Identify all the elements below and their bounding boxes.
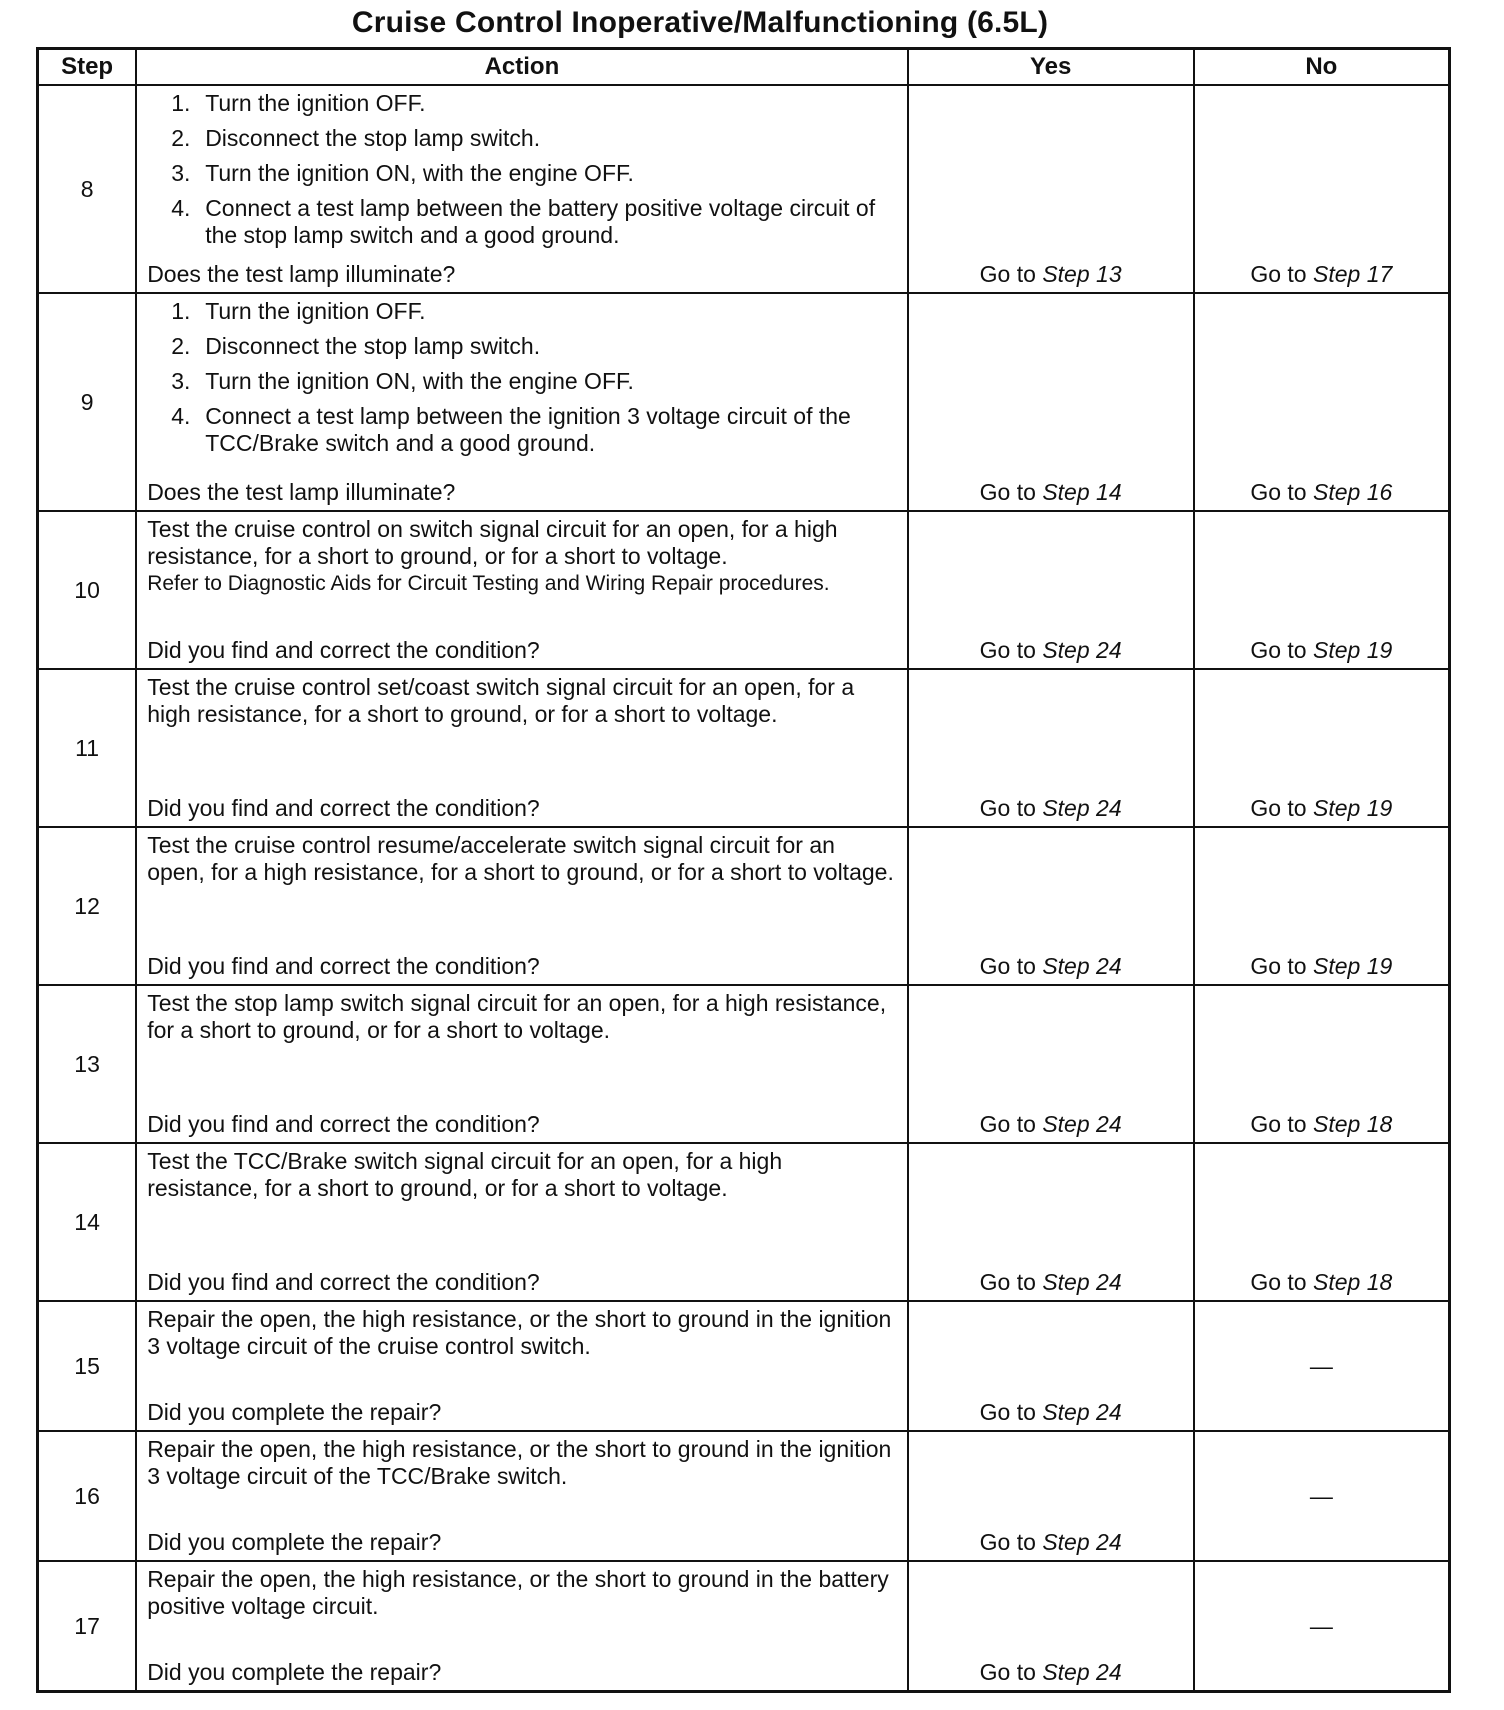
no-result: — (1194, 1301, 1450, 1431)
action-cell (136, 293, 907, 511)
step-ref: Step 13 (1042, 261, 1122, 287)
action-text: Test the stop lamp switch signal circuit for an open, for a high resistance, for a short to ground, or for a short to voltage. (147, 990, 887, 1043)
question: Did you find and correct the condition? (147, 637, 540, 663)
step-ref: Step 19 (1313, 637, 1393, 663)
go-to-label: Go to (979, 953, 1036, 979)
step-ref: Step 18 (1313, 1111, 1393, 1137)
step-number: 9 (38, 293, 137, 511)
action-cell (136, 1301, 907, 1431)
question: Does the test lamp illuminate? (147, 261, 456, 287)
table-row (38, 985, 1450, 1143)
step-number: 10 (38, 511, 137, 669)
header-step: Step (38, 49, 137, 86)
yes-result (908, 669, 1194, 827)
no-result: — (1194, 1431, 1450, 1561)
list-item: Turn the ignition ON, with the engine OFF. (205, 368, 634, 394)
go-to-label: Go to (979, 795, 1036, 821)
no-result (1194, 985, 1450, 1143)
action-text: Repair the open, the high resistance, or the short to ground in the ignition 3 voltage circuit of the cruise control switch. (147, 1306, 892, 1359)
page-title: Cruise Control Inoperative/Malfunctioning (6.5L) (351, 6, 1049, 39)
list-item: Turn the ignition OFF. (205, 90, 426, 116)
yes-result (908, 1143, 1194, 1301)
step-ref: Step 24 (1042, 953, 1122, 979)
action-note: Refer to Diagnostic Aids for Circuit Testing and Wiring Repair procedures. (147, 572, 830, 595)
go-to-label: Go to (1250, 1269, 1307, 1295)
table-row (38, 85, 1450, 293)
go-to-label: Go to (979, 637, 1036, 663)
list-item: Disconnect the stop lamp switch. (205, 125, 541, 151)
action-text: Test the TCC/Brake switch signal circuit for an open, for a high resistance, for a short to ground, or for a short to voltage. (147, 1148, 783, 1201)
step-ref: Step 24 (1042, 1111, 1122, 1137)
step-number: 14 (38, 1143, 137, 1301)
header-yes: Yes (908, 49, 1194, 86)
step-ref: Step 24 (1042, 1659, 1122, 1685)
go-to-label: Go to (1250, 479, 1307, 505)
question: Did you find and correct the condition? (147, 1111, 540, 1137)
action-cell (136, 669, 907, 827)
header-action: Action (136, 49, 907, 86)
list-item: Disconnect the stop lamp switch. (205, 333, 541, 359)
yes-result (908, 827, 1194, 985)
header-row (38, 49, 1450, 86)
no-result (1194, 293, 1450, 511)
list-item: Connect a test lamp between the ignition 3 voltage circuit of the TCC/Brake switch and a good ground. (205, 403, 851, 456)
go-to-label: Go to (1250, 261, 1307, 287)
go-to-label: Go to (979, 1399, 1036, 1425)
action-cell (136, 1431, 907, 1561)
go-to-label: Go to (1250, 953, 1307, 979)
step-number: 17 (38, 1561, 137, 1692)
action-text: Test the cruise control resume/accelerate switch signal circuit for an open, for a high resistance, for a short to ground, or for a short to voltage. (147, 832, 894, 885)
step-ref: Step 24 (1042, 1269, 1122, 1295)
no-result (1194, 827, 1450, 985)
go-to-label: Go to (1250, 1111, 1307, 1137)
question: Does the test lamp illuminate? (147, 479, 456, 505)
go-to-label: Go to (979, 1111, 1036, 1137)
step-number: 13 (38, 985, 137, 1143)
table-row (38, 511, 1450, 669)
header-no: No (1194, 49, 1450, 86)
question: Did you find and correct the condition? (147, 1269, 540, 1295)
table-row (38, 669, 1450, 827)
step-number: 12 (38, 827, 137, 985)
step-number: 15 (38, 1301, 137, 1431)
step-ref: Step 24 (1042, 1529, 1122, 1555)
action-cell (136, 827, 907, 985)
step-ref: Step 24 (1042, 637, 1122, 663)
question: Did you find and correct the condition? (147, 795, 540, 821)
step-ref: Step 24 (1042, 795, 1122, 821)
list-item: Turn the ignition OFF. (205, 298, 426, 324)
step-number: 8 (38, 85, 137, 293)
no-result (1194, 85, 1450, 293)
yes-result (908, 1561, 1194, 1692)
no-result (1194, 1143, 1450, 1301)
step-ref: Step 17 (1313, 261, 1393, 287)
question: Did you complete the repair? (147, 1529, 442, 1555)
go-to-label: Go to (979, 1269, 1036, 1295)
action-text: Repair the open, the high resistance, or the short to ground in the battery positive voltage circuit. (147, 1566, 889, 1619)
step-ref: Step 16 (1313, 479, 1393, 505)
action-steps (147, 298, 896, 465)
action-cell (136, 85, 907, 293)
action-cell (136, 1561, 907, 1692)
action-text: Test the cruise control set/coast switch signal circuit for an open, for a high resistance, for a short to ground, or for a short to voltage. (147, 674, 855, 727)
action-cell (136, 1143, 907, 1301)
table-row (38, 1561, 1450, 1692)
action-cell (136, 985, 907, 1143)
table-row (38, 1143, 1450, 1301)
question: Did you complete the repair? (147, 1659, 442, 1685)
question: Did you complete the repair? (147, 1399, 442, 1425)
go-to-label: Go to (1250, 637, 1307, 663)
yes-result (908, 85, 1194, 293)
step-ref: Step 14 (1042, 479, 1122, 505)
step-ref: Step 18 (1313, 1269, 1393, 1295)
go-to-label: Go to (979, 261, 1036, 287)
go-to-label: Go to (1250, 795, 1307, 821)
yes-result (908, 985, 1194, 1143)
table-row (38, 827, 1450, 985)
list-item: Connect a test lamp between the battery positive voltage circuit of the stop lamp switch and a good ground. (205, 195, 876, 248)
yes-result (908, 1431, 1194, 1561)
table-row (38, 293, 1450, 511)
step-ref: Step 24 (1042, 1399, 1122, 1425)
yes-result (908, 293, 1194, 511)
question: Did you find and correct the condition? (147, 953, 540, 979)
action-steps (147, 90, 896, 257)
action-text: Test the cruise control on switch signal circuit for an open, for a high resistance, for a short to ground, or for a short to voltage. (147, 516, 838, 569)
step-ref: Step 19 (1313, 953, 1393, 979)
list-item: Turn the ignition ON, with the engine OFF. (205, 160, 634, 186)
step-number: 16 (38, 1431, 137, 1561)
diagnostic-table (36, 47, 1451, 1693)
step-number: 11 (38, 669, 137, 827)
step-ref: Step 19 (1313, 795, 1393, 821)
no-result: — (1194, 1561, 1450, 1692)
no-result (1194, 511, 1450, 669)
table-row (38, 1431, 1450, 1561)
no-result (1194, 669, 1450, 827)
yes-result (908, 1301, 1194, 1431)
table-row (38, 1301, 1450, 1431)
go-to-label: Go to (979, 1529, 1036, 1555)
go-to-label: Go to (979, 1659, 1036, 1685)
action-text: Repair the open, the high resistance, or the short to ground in the ignition 3 voltage circuit of the TCC/Brake switch. (147, 1436, 892, 1489)
yes-result (908, 511, 1194, 669)
action-cell (136, 511, 907, 669)
go-to-label: Go to (979, 479, 1036, 505)
